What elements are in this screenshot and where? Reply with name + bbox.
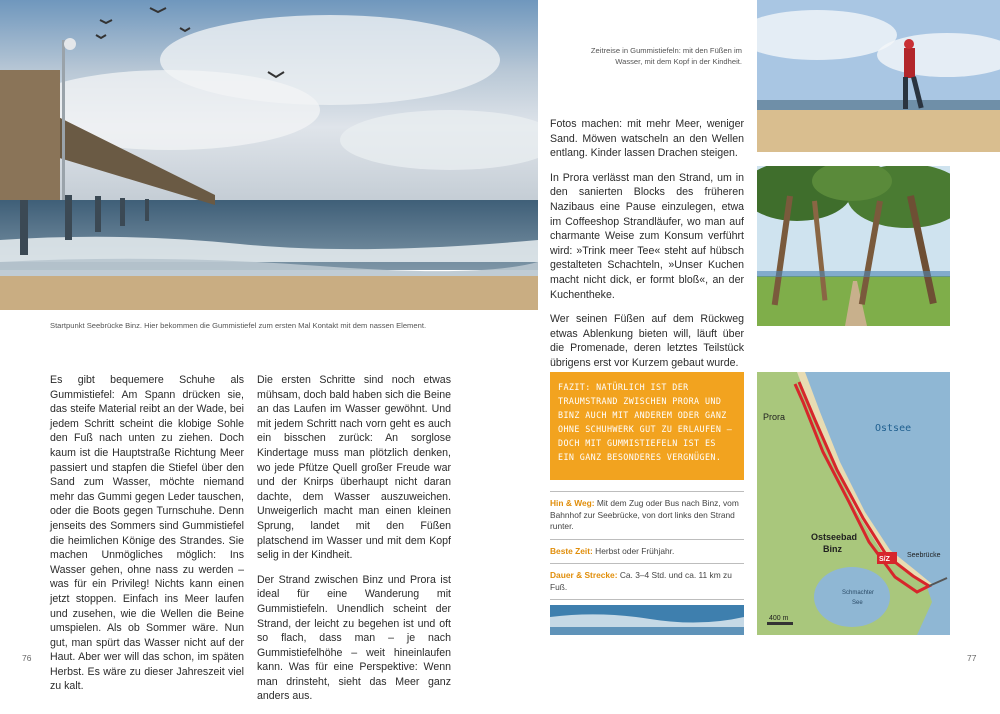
pier-photo-image — [0, 0, 538, 310]
pier-photo — [0, 0, 538, 310]
map-lake-label-1: Schmachter — [842, 590, 875, 596]
info-row-beste-zeit — [550, 540, 744, 564]
paragraph: Fotos machen: mit mehr Meer, weniger Sand. Möwen watscheln an den Wellen entlang. Kinder lassen Drachen steigen. — [550, 118, 744, 160]
map-lake — [814, 567, 890, 627]
map-marker: S/Z — [879, 556, 890, 563]
paragraph: Wer seinen Füßen auf dem Rückweg etwas Ablenkung bieten will, läuft über die Promenade, deren letztes Teilstück übrigens erst vor Kurzem gebaut wurde. — [550, 313, 744, 369]
info-key: Hin & Weg: — [550, 498, 595, 508]
paragraph: Der Strand zwischen Binz und Prora ist ideal für eine Wanderung mit Gummistiefeln. Unendlich scheint der Strand, der leicht zu begehen ist und oft so flach, dass man – je nach Gummistiefelhöhe – weit hineinlaufen kann. Was für eine Perspektive: Wenn man drinsteht, sieht das Meer ganz anders aus. — [257, 573, 451, 703]
left-column-1 — [50, 373, 244, 704]
info-value: Herbst oder Frühjahr. — [595, 545, 675, 556]
map-town-binz: Binz — [823, 544, 842, 554]
fazit-text: FAZIT: NATÜRLICH IST DER TRAUMSTRAND ZWISCHEN PRORA UND BINZ AUCH MIT ANDEREM ODER GANZ OHNE SCHUHWERK GUT ZU ERLAUFEN – DOCH MIT GUMMISTIEFELN IST ES EIN GANZ BESONDERES VERGNÜGEN. — [558, 382, 733, 462]
map-town-ostseebad: Ostseebad — [811, 532, 858, 542]
info-row-hin-weg — [550, 492, 744, 539]
map-lake-label-2: See — [852, 600, 863, 606]
map-scale: 400 m — [769, 615, 789, 622]
page-number-left: 76 — [22, 653, 32, 663]
beach-walker-photo — [757, 0, 1000, 152]
route-map-image — [757, 372, 950, 635]
paragraph: In Prora verlässt man den Strand, um in den sanierten Blocks des früheren Nazibaus eine Pause einzulegen, etwa im Coffeeshop Strandläufer, wo man auf charmante Weise zum Konsum verführt wird: »Trink meer Tee« steht auf hübsch gestalteten Schachteln, »Unser Kuchen macht nicht dick, er formt bloß«, an der Kuchentheke. — [550, 171, 744, 301]
paragraph: Es gibt bequemere Schuhe als Gummistiefel: Am Spann drücken sie, das steife Material reibt an der Wade, bei jedem Schritt scheint die klobige Sohle den Fuß nach unten zu ziehen. Doch kaum ist die Hauptstraße Richtung Meer passiert und stapfen die Stiefel über den Sand zum Wasser, möchte niemand mehr das Gummi gegen Leder tauschen, oder die Boots gegen Turnschuhe. Denn jenseits des Sommers sind Gummistiefel die heimlichen Könige des Strandes. Sie machen Unmögliches möglich: Ins Wasser gehen, ohne nass zu werden – was für ein Privileg! Nichts kann einen jetzt stoppen. Einfach ins Meer laufen und zusehen, wie die Wellen die Beine umspielen. Als ob Sommer wäre. Nun gut, man spürt das Wasser nicht auf der Haut. Aber wer will das schon, im späten Herbst. Es wäre zu dieser Jahreszeit viel zu kalt. — [50, 374, 244, 693]
side-photo-caption: Zeitreise in Gummistiefeln: mit den Füßen im Wasser, mit dem Kopf in der Kindheit. — [590, 46, 742, 66]
forest-path-image — [757, 166, 950, 326]
info-row-dauer — [550, 564, 744, 599]
wave-strip-photo — [550, 605, 744, 635]
info-key: Beste Zeit: — [550, 545, 593, 556]
info-value: Mit dem Zug oder Bus nach Binz, vom Bahnhof zur Seebrücke, von dort links den Strand runter. — [550, 498, 739, 531]
left-column-2 — [257, 373, 451, 714]
map-town-prora: Prora — [763, 412, 786, 422]
map-scale-bar — [767, 622, 793, 625]
info-value: Ca. 3–4 Std. und ca. 11 km zu Fuß. — [550, 570, 732, 592]
info-key: Dauer & Strecke: — [550, 570, 618, 580]
beach-walker-image — [757, 0, 1000, 152]
page-number-right: 77 — [967, 653, 977, 663]
map-pier-label: Seebrücke — [907, 552, 941, 559]
pier-photo-caption: Startpunkt Seebrücke Binz. Hier bekommen die Gummistiefel zum ersten Mal Kontakt mit dem nassen Element. — [50, 321, 427, 330]
right-column — [550, 117, 744, 381]
map-sea-label: Ostsee — [875, 423, 912, 434]
route-map — [757, 372, 950, 635]
wave-strip-image — [550, 605, 744, 635]
fazit-box — [550, 372, 744, 480]
paragraph: Die ersten Schritte sind noch etwas mühsam, doch bald haben sich die Beine an das Laufen im Wasser gewöhnt. Und mit jedem Schritt nach vorn geht es auch ein bisschen zurück: An sorglose Kindertage muss man plötzlich denken, wo jede Pfütze Quell großer Freude war und der Knirps überhaupt nicht daran dachte, dem Wasser auszuweichen. Unweigerlich macht man einen kleinen Sprung, landet mit den Füßen platschend im Wasser und mit dem Kopf selig in der Kindheit. — [257, 374, 451, 562]
forest-path-photo — [757, 166, 950, 326]
